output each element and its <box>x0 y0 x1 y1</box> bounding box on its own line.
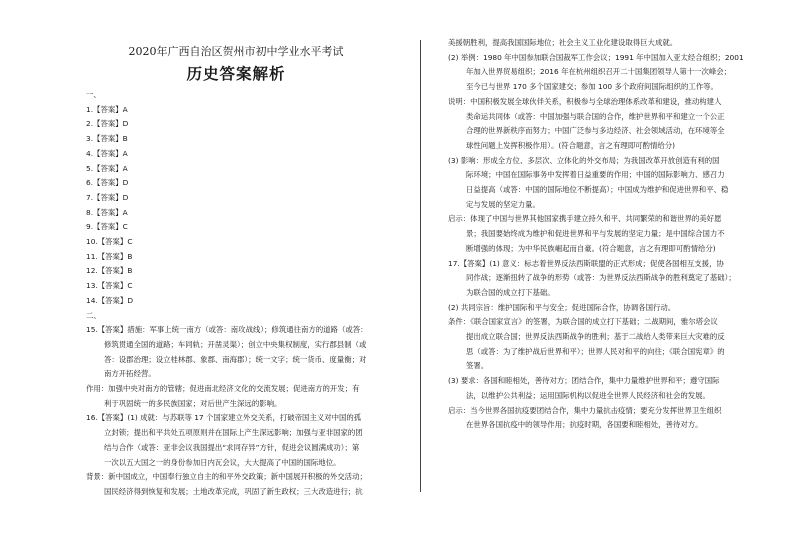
text-line: 利于巩固统一的多民族国家；对后世产生深远的影响。 <box>104 398 282 408</box>
text-line: 6.【答案】D <box>86 178 129 188</box>
text-line: 一次以五大国之一的身份参加日内瓦会议，大大提高了中国的国际地位。 <box>104 457 341 467</box>
text-line: 5.【答案】A <box>86 163 128 173</box>
column-divider <box>420 40 421 492</box>
text-line: 定与发展的坚定力量。 <box>466 199 540 209</box>
text-line: 说明：中国积极发展全球伙伴关系，积极参与全球治理体系改革和建设，推动构建人 <box>448 96 722 106</box>
text-line: 断增强的体现；为中华民族崛起而自豪。(符合题意，言之有理即可酌情给分) <box>466 243 716 253</box>
text-line: 国民经济得到恢复和发展；土地改革完成，巩固了新生政权；三大改造进行；抗 <box>104 486 363 496</box>
text-line: 同作战；逐渐扭转了战争的形势（或答：为世界反法西斯战争的胜利奠定了基础）； <box>466 273 736 283</box>
text-line: 类命运共同体（或答：中国加强与联合国的合作，维护世界和平和建立一个公正 <box>466 111 725 121</box>
text-line: 11.【答案】B <box>86 251 133 261</box>
text-line: 景；我国要始终成为维护和促进世界和平与发展的坚定力量；是中国综合国力不 <box>466 229 725 239</box>
text-line: 启示：体现了中国与世界其他国家携手建立持久和平、共同繁荣的和谐世界的美好愿 <box>448 214 722 224</box>
text-line: 签署。 <box>466 361 489 371</box>
text-line: 17.【答案】(1) 意义：标志着世界反法西斯联盟的正式形成；促使各国相互支援，协 <box>448 258 724 268</box>
text-line: 3.【答案】B <box>86 134 128 144</box>
text-line: 10.【答案】C <box>86 237 133 247</box>
document-subtitle: 历史答案解析 <box>186 64 286 83</box>
text-line: 2.【答案】D <box>86 119 129 129</box>
text-line: 作用：加强中央对南方的管辖；促进南北经济文化的交流发展；促进南方的开发；有 <box>86 384 360 394</box>
text-line: 15.【答案】措施：军事上统一南方（或答：南攻战线）；修筑通往南方的道路（或答： <box>86 325 368 335</box>
text-line: 年加入世界贸易组织；2016 年在杭州组织召开二十国集团领导人第十一次峰会； <box>466 67 732 77</box>
text-line: (2) 举例：1980 年中国参加联合国裁军工作会议；1991 年中国加入亚太经合组织；2001 <box>448 52 744 62</box>
text-line: 7.【答案】D <box>86 192 129 202</box>
text-line: 12.【答案】B <box>86 266 133 276</box>
text-line: 球性问题上发挥积极作用）。(符合题意，言之有理即可酌情给分) <box>466 140 676 150</box>
text-line: 南方开拓经营。 <box>104 369 156 379</box>
text-line: 在世界各国抗疫中的领导作用；抗疫时期，各国要和睦相处，善待对方。 <box>466 420 703 430</box>
text-line: 条件：《联合国家宣言》的签署，为联合国的成立打下基础；二战期间，雅尔塔会议 <box>448 317 718 327</box>
text-line: 至今已与世界 170 多个国家建交；参加 100 多个政府间国际组织的工作等。 <box>466 82 718 92</box>
text-line: (3) 影响：形成全方位、多层次、立体化的外交布局；为我国改革开放创造有利的国 <box>448 155 720 165</box>
text-line: 一、 <box>86 90 101 99</box>
text-line: 8.【答案】A <box>86 207 128 217</box>
right-column <box>448 36 766 433</box>
right-column-body <box>448 36 766 433</box>
text-line: 4.【答案】A <box>86 148 128 158</box>
text-line: 日益提高（或答：中国的国际地位不断提高）；中国成为维护和促进世界和平、稳 <box>466 185 729 195</box>
text-line: 16.【答案】(1) 成就：与苏联等 17 个国家建立外交关系，打破帝国主义对中国的孤 <box>86 413 362 423</box>
text-line: 为联合国的成立打下基础。 <box>466 287 555 297</box>
text-line: 结与合作（或答：亚非会议我国提出“求同存异”方针，促进会议圆满成功）；第 <box>104 442 360 452</box>
text-line: 启示：当今世界各国抗疫要团结合作，集中力量抗击疫情；要充分发挥世界卫生组织 <box>448 405 722 415</box>
document-title: 2020年广西自治区贺州市初中学业水平考试 <box>128 45 344 58</box>
left-column-body <box>86 88 386 500</box>
text-line: 合理的世界新秩序而努力；中国广泛参与多边经济、社会领域活动，在环境等全 <box>466 126 725 136</box>
left-column <box>86 36 386 500</box>
text-line: 13.【答案】C <box>86 281 133 291</box>
text-line: 提出成立联合国；世界反法西斯战争的胜利；基于二战给人类带来巨大灾难的反 <box>466 332 725 342</box>
text-line: 二、 <box>86 310 101 320</box>
text-line: 9.【答案】C <box>86 222 128 232</box>
text-line: 思（或答：为了维护战后世界和平）；世界人民对和平的向往；《联合国宪章》的 <box>466 346 725 356</box>
text-line: 1.【答案】A <box>86 104 128 114</box>
text-line: 法，以维护公共利益；运用国际机构以促进全世界人民经济和社会的发展。 <box>466 390 710 400</box>
text-line: 际环境；中国在国际事务中发挥着日益重要的作用；中国的国际影响力、感召力 <box>466 170 725 180</box>
text-line: (3) 要求：各国和睦相处，善待对方；团结合作，集中力量维护世界和平；遵守国际 <box>448 376 720 386</box>
text-line: 14.【答案】D <box>86 295 134 305</box>
text-line: 美援朝胜利，提高我国国际地位；社会主义工业化建设取得巨大成就。 <box>448 38 678 47</box>
text-line: 修筑贯通全国的道路；车同轨；开凿灵渠）；创立中央集权制度，实行郡县制（或 <box>104 339 367 349</box>
text-line: (2) 共同宗旨：维护国际和平与安全；促进国际合作，协调各国行动。 <box>448 302 676 312</box>
text-line: 答：设郡治理；设立桂林郡、象郡、南海郡）；统一文字；统一货币、度量衡；对 <box>104 354 367 364</box>
text-line: 立封锁；提出和平共处五项原则并在国际上产生深远影响；加强与亚非国家的团 <box>104 428 363 438</box>
text-line: 背景：新中国成立，中国奉行独立自主的和平外交政策；新中国展开积极的外交活动； <box>86 472 367 482</box>
